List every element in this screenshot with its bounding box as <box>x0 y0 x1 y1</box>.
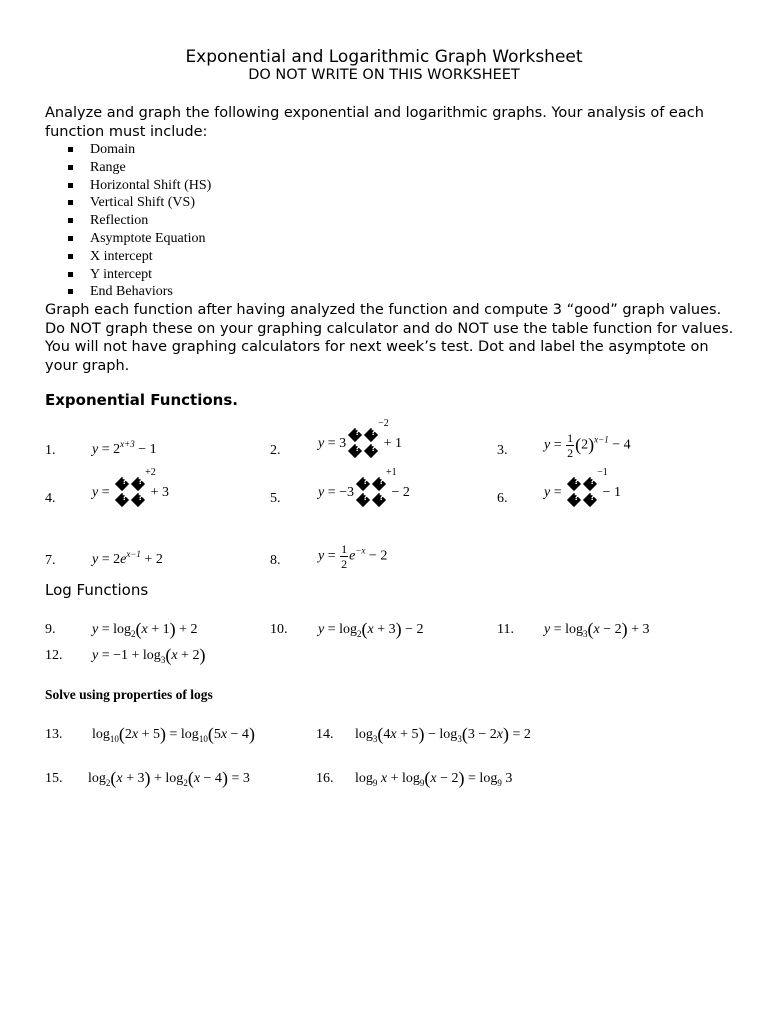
list-item: Horizontal Shift (HS) <box>68 177 211 195</box>
instructions-paragraph: Graph each function after having analyzed the function and compute 3 “good” graph values. Do NOT graph these on your graphing calculator and do NOT use the table function for values. You will not have graphing calculators for next week’s test. Dot and label the asymptote on your graph. <box>45 302 734 374</box>
problem-number: 9. <box>45 622 56 637</box>
problem-9-equation: $y = \log_2(x + 1) + 2$ <box>92 619 198 639</box>
problem-11-equation: $y = \log_3(x - 2) + 3$ <box>544 619 650 639</box>
log-heading: Log Functions <box>45 581 149 599</box>
list-item: Domain <box>68 141 211 159</box>
problem-number: 8. <box>270 553 281 568</box>
missing-glyph-icon: ? ? ? ? −2 <box>348 426 378 462</box>
problem-13-equation: $\log_{10}(2x + 5) = \log_{10}(5x - 4)$ <box>92 724 255 744</box>
problem-3-equation: y = $\frac{1}{2}$ $(2)^{x-1} - 4$ <box>544 431 631 460</box>
problem-number: 3. <box>497 443 508 458</box>
problem-number: 1. <box>45 443 56 458</box>
problem-8-equation: y = $\frac{1}{2}$ $e^{-x} - 2$ <box>318 542 388 571</box>
list-item: Y intercept <box>68 266 211 284</box>
list-item: Vertical Shift (VS) <box>68 194 211 212</box>
problem-number: 13. <box>45 727 63 742</box>
problem-number: 7. <box>45 553 56 568</box>
list-item: X intercept <box>68 248 211 266</box>
problem-number: 4. <box>45 491 56 506</box>
list-item: Range <box>68 159 211 177</box>
problem-2-equation: y = 3 ? ? ? ? −2 + 1 <box>318 426 402 462</box>
problem-number: 14. <box>316 727 334 742</box>
problem-5-equation: y = −3 ? ? ? ? +1 − 2 <box>318 475 410 511</box>
missing-glyph-icon: ? ? ? ? +2 <box>115 475 145 511</box>
problem-number: 11. <box>497 622 514 637</box>
problem-6-equation: y = ? ? ? ? −1 − 1 <box>544 475 621 511</box>
problem-10-equation: $y = \log_2(x + 3) - 2$ <box>318 619 424 639</box>
problem-14-equation: $\log_3(4x + 5) - \log_3(3 - 2x) = 2$ <box>355 724 531 744</box>
problem-16-equation: $\log_9 x + \log_9(x - 2) = \log_9 3$ <box>355 768 513 788</box>
problem-1-equation: $y = 2^{x+3} - 1$ <box>92 439 157 457</box>
problem-15-equation: $\log_2(x + 3) + \log_2(x - 4) = 3$ <box>88 768 250 788</box>
problem-4-equation: y = ? ? ? ? +2 + 3 <box>92 475 169 511</box>
problem-number: 6. <box>497 491 508 506</box>
problem-number: 15. <box>45 771 63 786</box>
exponential-heading: Exponential Functions. <box>45 391 238 409</box>
problem-7-equation: $y = 2e^{x-1} + 2$ <box>92 549 163 567</box>
problem-number: 5. <box>270 491 281 506</box>
worksheet-subtitle: DO NOT WRITE ON THIS WORKSHEET <box>248 67 520 83</box>
list-item: Asymptote Equation <box>68 230 211 248</box>
problem-number: 10. <box>270 622 288 637</box>
list-item: End Behaviors <box>68 283 211 301</box>
solve-heading: Solve using properties of logs <box>45 687 213 702</box>
problem-number: 16. <box>316 771 334 786</box>
missing-glyph-icon: ? ? ? ? −1 <box>567 475 597 511</box>
missing-glyph-icon: ? ? ? ? +1 <box>356 475 386 511</box>
problem-12-equation: $y = -1 + \log_3(x + 2)$ <box>92 645 206 665</box>
analysis-list <box>68 141 211 301</box>
list-item: Reflection <box>68 212 211 230</box>
worksheet-title: Exponential and Logarithmic Graph Worksheet <box>185 47 583 67</box>
intro-paragraph: Analyze and graph the following exponential and logarithmic graphs. Your analysis of each function must include: <box>45 105 704 140</box>
problem-number: 12. <box>45 648 63 663</box>
problem-number: 2. <box>270 443 281 458</box>
